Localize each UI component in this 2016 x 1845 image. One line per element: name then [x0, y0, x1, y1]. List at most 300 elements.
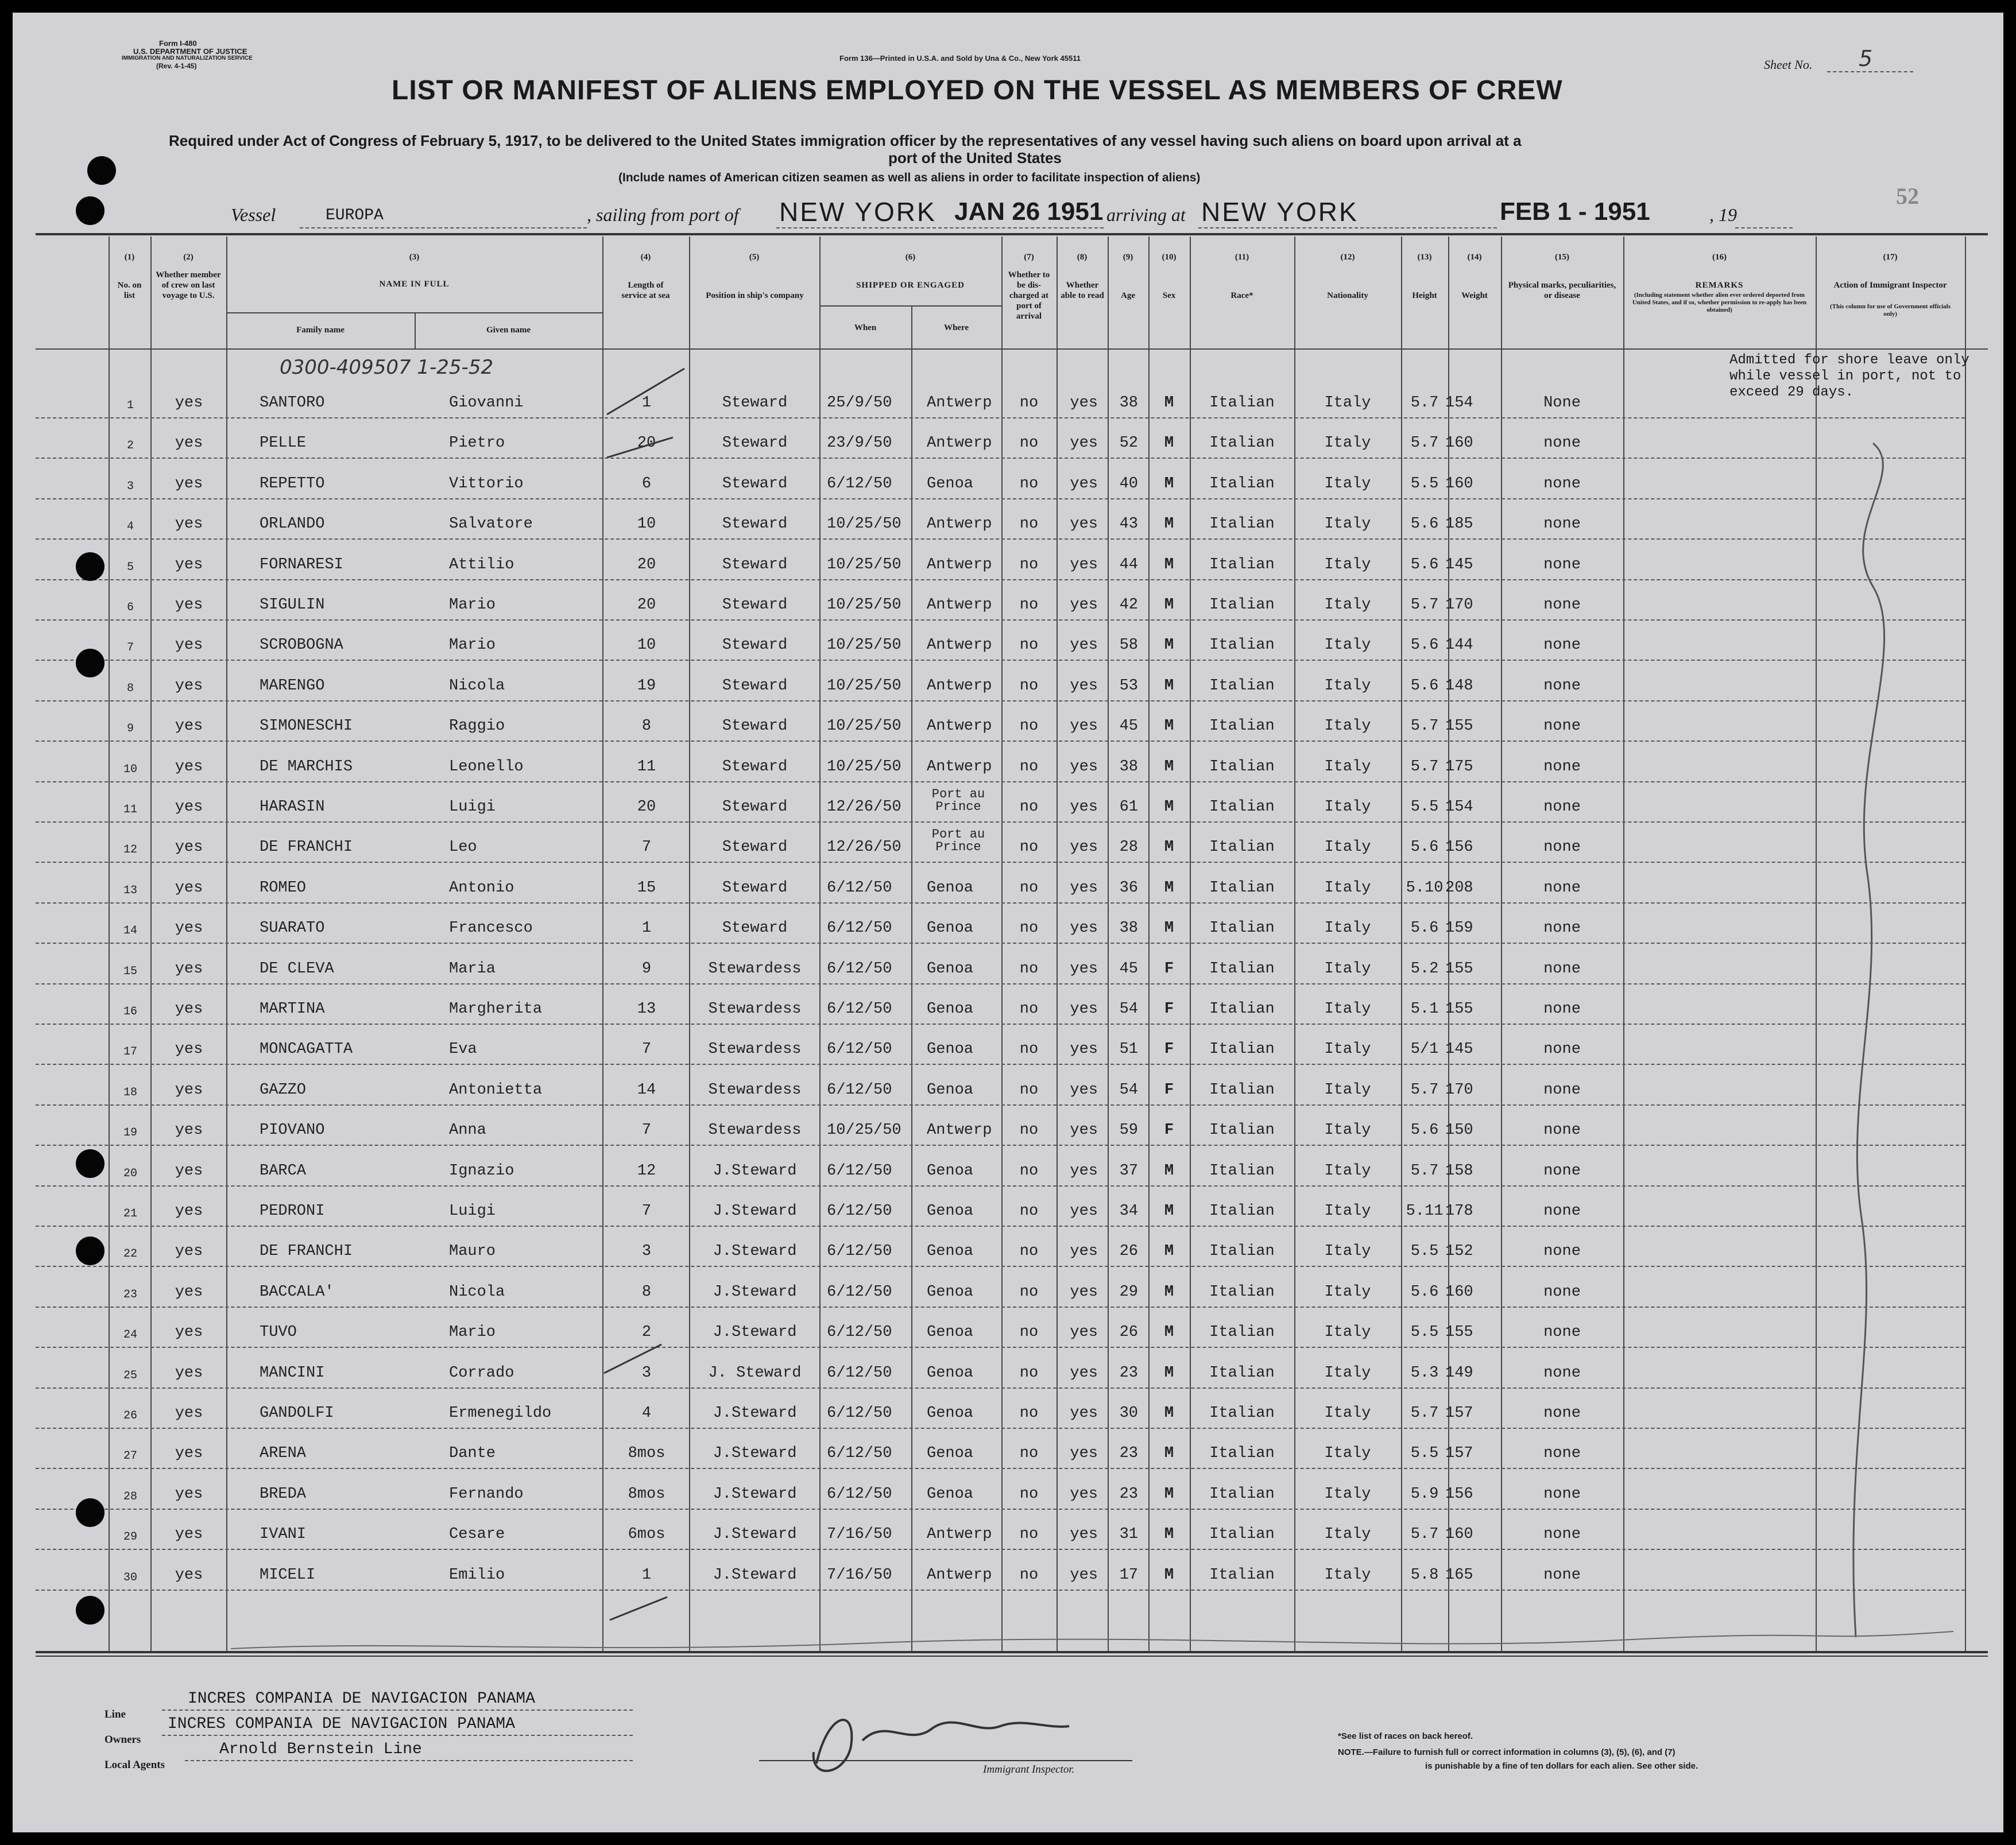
- agents-label: Local Agents: [105, 1759, 165, 1771]
- row-27-crew: yes: [175, 1445, 203, 1463]
- row-10-family: DE MARCHIS: [260, 758, 353, 776]
- row-14-age: 38: [1119, 920, 1138, 937]
- row-1-nationality: Italy: [1324, 394, 1371, 412]
- row-29-where: Antwerp: [927, 1526, 992, 1544]
- row-13-age: 36: [1119, 879, 1138, 897]
- row-9-where: Antwerp: [927, 718, 992, 735]
- agents-underline: [185, 1760, 633, 1761]
- row-11-when: 12/26/50: [827, 799, 901, 816]
- row-12-discharged: no: [1019, 839, 1039, 856]
- col-num-2: (2): [183, 253, 194, 262]
- row-18-race: Italian: [1209, 1081, 1275, 1099]
- col-head-height: Height: [1412, 291, 1437, 300]
- row-24-discharged: no: [1019, 1324, 1039, 1342]
- row-14-when: 6/12/50: [827, 920, 892, 937]
- row-2-when: 23/9/50: [827, 435, 892, 452]
- row-11-crew: yes: [175, 799, 203, 816]
- row-4-race: Italian: [1209, 515, 1275, 533]
- service-name: IMMIGRATION AND NATURALIZATION SERVICE: [122, 55, 253, 61]
- row-12-family: DE FRANCHI: [260, 839, 353, 856]
- row-17-service: 7: [641, 1041, 652, 1059]
- row-11-read: yes: [1070, 799, 1098, 816]
- row-16-family: MARTINA: [260, 1001, 325, 1018]
- row-22-family: DE FRANCHI: [260, 1243, 353, 1261]
- row-29-marks: none: [1543, 1526, 1581, 1544]
- row-1-weight: 154: [1445, 394, 1473, 412]
- row-6-when: 10/25/50: [827, 596, 901, 614]
- row-21-weight: 178: [1445, 1203, 1473, 1220]
- row-6-position: Steward: [722, 596, 788, 614]
- remarks-line-2: while vessel in port, not to: [1729, 369, 1961, 384]
- row-13-position: Steward: [722, 879, 788, 897]
- row-13-when: 6/12/50: [827, 879, 892, 897]
- row-14-race: Italian: [1209, 920, 1275, 937]
- row-29-position: J.Steward: [713, 1526, 797, 1544]
- row-29-service: 6mos: [628, 1526, 665, 1544]
- row-29-race: Italian: [1209, 1526, 1275, 1544]
- row-22-when: 6/12/50: [827, 1243, 892, 1261]
- row-18-family: GAZZO: [260, 1081, 307, 1099]
- row-4-height: 5.6: [1410, 515, 1439, 533]
- row-30-race: Italian: [1209, 1566, 1275, 1584]
- row-30-discharged: no: [1019, 1566, 1039, 1584]
- year-label: , 19: [1709, 204, 1737, 225]
- row-23-no: 23: [123, 1288, 137, 1301]
- row-7-weight: 144: [1445, 637, 1473, 654]
- department-name: U.S. DEPARTMENT OF JUSTICE: [133, 47, 247, 56]
- row-11-weight: 154: [1445, 799, 1473, 816]
- footnote-penalty-1: NOTE.—Failure to furnish full or correct information in columns (3), (5), (6), and (7): [1338, 1747, 1676, 1757]
- printer-note: Form 136—Printed in U.S.A. and Sold by Una & Co., New York 45511: [839, 54, 1081, 63]
- row-10-sex: M: [1164, 758, 1174, 776]
- row-19-race: Italian: [1209, 1122, 1275, 1139]
- row-25-when: 6/12/50: [827, 1364, 892, 1382]
- col-head-read: Whether able to read: [1061, 281, 1104, 300]
- line-underline: [162, 1710, 633, 1711]
- row-9-family: SIMONESCHI: [260, 718, 353, 735]
- row-5-where: Antwerp: [927, 556, 992, 573]
- row-26-discharged: no: [1019, 1405, 1039, 1422]
- row-30-when: 7/16/50: [827, 1566, 892, 1584]
- row-8-when: 10/25/50: [827, 677, 901, 695]
- row-26-given: Ermenegildo: [449, 1405, 552, 1422]
- row-24-crew: yes: [175, 1324, 203, 1342]
- row-30-sex: M: [1164, 1566, 1174, 1584]
- row-14-crew: yes: [175, 920, 203, 937]
- row-2-discharged: no: [1019, 435, 1039, 452]
- row-18-marks: none: [1543, 1081, 1581, 1099]
- row-17-height: 5/1: [1410, 1041, 1439, 1059]
- row-23-marks: none: [1543, 1283, 1581, 1301]
- row-8-crew: yes: [175, 677, 203, 695]
- row-3-race: Italian: [1209, 475, 1275, 493]
- row-28-family: BREDA: [260, 1485, 307, 1503]
- row-16-marks: none: [1543, 1001, 1581, 1018]
- row-11-family: HARASIN: [260, 799, 325, 816]
- row-29-sex: M: [1164, 1526, 1174, 1544]
- row-25-where: Genoa: [927, 1364, 974, 1382]
- row-30-no: 30: [123, 1571, 137, 1584]
- row-1-race: Italian: [1209, 394, 1275, 412]
- row-3-when: 6/12/50: [827, 475, 892, 493]
- row-30-age: 17: [1119, 1566, 1138, 1584]
- row-8-marks: none: [1543, 677, 1581, 695]
- row-5-age: 44: [1119, 556, 1138, 573]
- row-21-height: 5.11: [1406, 1203, 1444, 1220]
- row-14-given: Francesco: [449, 920, 533, 937]
- row-24-service-stroke: [604, 1344, 661, 1373]
- row-9-sex: M: [1164, 718, 1174, 735]
- row-4-position: Steward: [722, 515, 788, 533]
- row-10-age: 38: [1119, 758, 1138, 776]
- row-6-weight: 170: [1445, 596, 1473, 614]
- row-22-discharged: no: [1019, 1243, 1039, 1261]
- binder-hole-1: [87, 156, 116, 185]
- row-3-crew: yes: [175, 475, 203, 493]
- row-24-given: Mario: [449, 1324, 496, 1342]
- row-15-given: Maria: [449, 960, 496, 978]
- row-17-where: Genoa: [927, 1041, 974, 1059]
- row-5-height: 5.6: [1410, 556, 1439, 573]
- footnote-races: *See list of races on back hereof.: [1338, 1731, 1473, 1741]
- binder-hole-4: [76, 649, 105, 677]
- row-25-family: MANCINI: [260, 1364, 325, 1382]
- row-18-discharged: no: [1019, 1081, 1039, 1099]
- row-6-read: yes: [1070, 596, 1098, 614]
- row-4-sex: M: [1164, 515, 1174, 533]
- row-30-service: 1: [641, 1566, 652, 1584]
- row-17-race: Italian: [1209, 1041, 1275, 1059]
- remarks-line-1: Admitted for shore leave only: [1729, 352, 1969, 368]
- row-2-given: Pietro: [449, 435, 505, 452]
- row-19-discharged: no: [1019, 1122, 1039, 1139]
- row-1-where: Antwerp: [927, 394, 992, 412]
- row-4-discharged: no: [1019, 515, 1039, 533]
- col-num-16: (16): [1712, 253, 1727, 262]
- col-head-service: Length of service at sea: [621, 281, 670, 300]
- row-8-height: 5.6: [1410, 677, 1439, 695]
- row-16-when: 6/12/50: [827, 1001, 892, 1018]
- row-22-height: 5.5: [1410, 1243, 1439, 1261]
- row-23-race: Italian: [1209, 1283, 1275, 1301]
- row-8-where: Antwerp: [927, 677, 992, 695]
- row-26-no: 26: [123, 1409, 137, 1422]
- row-13-discharged: no: [1019, 879, 1039, 897]
- form-number: Form I-480: [159, 39, 197, 48]
- row-19-marks: none: [1543, 1122, 1581, 1139]
- row-17-nationality: Italy: [1324, 1041, 1371, 1059]
- sheet-number-label: Sheet No.: [1764, 57, 1813, 72]
- row-27-read: yes: [1070, 1445, 1098, 1463]
- row-19-age: 59: [1119, 1122, 1138, 1139]
- row-1-read: yes: [1070, 394, 1098, 412]
- row-25-sex: M: [1164, 1364, 1174, 1382]
- col-head-marks: Physical marks, peculiarities, or disease: [1508, 281, 1616, 300]
- signature-line: [759, 1760, 1132, 1761]
- row-4-weight: 185: [1445, 515, 1473, 533]
- row-24-read: yes: [1070, 1324, 1098, 1342]
- row-12-no: 12: [123, 843, 137, 857]
- row-15-height: 5.2: [1410, 960, 1439, 978]
- document-subtitle-3: (Include names of American citizen seamen as well as aliens in order to facilitate inspection of aliens): [618, 171, 1201, 184]
- row-10-service: 11: [637, 758, 656, 776]
- owners-underline: [162, 1735, 633, 1736]
- row-8-sex: M: [1164, 677, 1174, 695]
- row-4-where: Antwerp: [927, 515, 992, 533]
- row-17-given: Eva: [449, 1041, 477, 1059]
- row-7-marks: none: [1543, 637, 1581, 654]
- row-4-age: 43: [1119, 515, 1138, 533]
- row-26-position: J.Steward: [713, 1405, 797, 1422]
- row-22-no: 22: [123, 1247, 137, 1261]
- row-27-service: 8mos: [628, 1445, 665, 1463]
- row-6-no: 6: [126, 601, 134, 614]
- row-28-when: 6/12/50: [827, 1485, 892, 1503]
- row-12-age: 28: [1119, 839, 1138, 856]
- row-29-age: 31: [1119, 1526, 1138, 1544]
- row-29-given: Cesare: [449, 1526, 505, 1544]
- row-2-sex: M: [1164, 435, 1174, 452]
- row-27-weight: 157: [1445, 1445, 1473, 1463]
- row-25-height: 5.3: [1410, 1364, 1439, 1382]
- row-26-sex: M: [1164, 1405, 1174, 1422]
- row-14-discharged: no: [1019, 920, 1039, 937]
- row-9-crew: yes: [175, 718, 203, 735]
- row-28-marks: none: [1543, 1485, 1581, 1503]
- row-6-marks: none: [1543, 596, 1581, 614]
- row-7-sex: M: [1164, 637, 1174, 654]
- row-27-marks: none: [1543, 1445, 1581, 1463]
- row-22-marks: none: [1543, 1243, 1581, 1261]
- row-17-when: 6/12/50: [827, 1041, 892, 1059]
- row-28-service: 8mos: [628, 1485, 665, 1503]
- row-20-age: 37: [1119, 1162, 1138, 1180]
- row-20-crew: yes: [175, 1162, 203, 1180]
- row-11-position: Steward: [722, 799, 788, 816]
- row-2-service: 20: [637, 435, 656, 452]
- manifest-sheet: [13, 13, 2003, 1832]
- row-26-race: Italian: [1209, 1405, 1275, 1422]
- col-head-remarks: REMARKS: [1695, 281, 1744, 290]
- row-2-weight: 160: [1445, 435, 1473, 452]
- row-5-discharged: no: [1019, 556, 1039, 573]
- row-10-no: 10: [123, 762, 137, 776]
- col-head-name: NAME IN FULL: [379, 280, 450, 289]
- row-7-family: SCROBOGNA: [260, 637, 343, 654]
- row-13-no: 13: [123, 883, 137, 897]
- row-8-service: 19: [637, 677, 656, 695]
- row-30-where: Antwerp: [927, 1566, 992, 1584]
- row-23-nationality: Italy: [1324, 1283, 1371, 1301]
- row-20-height: 5.7: [1410, 1162, 1439, 1180]
- col-num-15: (15): [1555, 253, 1569, 262]
- row-6-family: SIGULIN: [260, 596, 325, 614]
- row-11-height: 5.5: [1410, 799, 1439, 816]
- row-23-family: BACCALA': [260, 1283, 334, 1301]
- row-6-race: Italian: [1209, 596, 1275, 614]
- row-23-service: 8: [641, 1283, 652, 1301]
- action-column-wavy-line: [1854, 443, 1885, 1637]
- document-subtitle-1: Required under Act of Congress of February 5, 1917, to be delivered to the United States immigration officer by the representatives of any vessel having such aliens on board upon arrival at a: [169, 132, 1522, 149]
- row-6-given: Mario: [449, 596, 496, 614]
- row-23-discharged: no: [1019, 1283, 1039, 1301]
- row-15-nationality: Italy: [1324, 960, 1371, 978]
- row-27-where: Genoa: [927, 1445, 974, 1463]
- row-18-crew: yes: [175, 1081, 203, 1099]
- row-29-crew: yes: [175, 1526, 203, 1544]
- row-29-read: yes: [1070, 1526, 1098, 1544]
- binder-hole-5: [76, 1149, 105, 1178]
- row-23-when: 6/12/50: [827, 1283, 892, 1301]
- file-number-note: 0300-409507 1-25-52: [280, 356, 494, 379]
- row-5-weight: 145: [1445, 556, 1473, 573]
- row-4-nationality: Italy: [1324, 515, 1371, 533]
- row-15-sex: F: [1164, 960, 1174, 978]
- row-1-age: 38: [1119, 394, 1138, 412]
- row-2-crew: yes: [175, 435, 203, 452]
- row-9-age: 45: [1119, 718, 1138, 735]
- row-10-height: 5.7: [1410, 758, 1439, 776]
- row-2-race: Italian: [1209, 435, 1275, 452]
- sailing-label: , sailing from port of: [587, 204, 739, 225]
- row-3-family: REPETTO: [260, 475, 325, 493]
- row-15-service: 9: [641, 960, 652, 978]
- row-30-family: MICELI: [260, 1566, 316, 1584]
- row-12-service: 7: [641, 839, 652, 856]
- row-11-where: Port au Prince: [931, 787, 985, 814]
- binder-hole-8: [76, 1596, 105, 1625]
- row-18-age: 54: [1119, 1081, 1138, 1099]
- row-29-family: IVANI: [260, 1526, 307, 1544]
- arriving-label: arriving at: [1106, 204, 1186, 225]
- col-num-17: (17): [1883, 253, 1898, 262]
- col-num-8: (8): [1077, 253, 1088, 262]
- row-16-height: 5.1: [1410, 1001, 1439, 1018]
- row-28-crew: yes: [175, 1485, 203, 1503]
- row-4-family: ORLANDO: [260, 515, 325, 533]
- col-head-where: Where: [943, 323, 969, 332]
- row-6-age: 42: [1119, 596, 1138, 614]
- row-25-position: J. Steward: [708, 1364, 802, 1382]
- row-1-crew: yes: [175, 394, 203, 412]
- row-28-discharged: no: [1019, 1485, 1039, 1503]
- row-1-given: Giovanni: [449, 394, 524, 412]
- row-22-crew: yes: [175, 1243, 203, 1261]
- row-4-service: 10: [637, 515, 656, 533]
- row-4-marks: none: [1543, 515, 1581, 533]
- col-head-action: Action of Immigrant Inspector: [1833, 281, 1947, 290]
- row-17-age: 51: [1119, 1041, 1138, 1059]
- row-25-race: Italian: [1209, 1364, 1275, 1382]
- row-24-service: 2: [641, 1324, 652, 1342]
- row-8-read: yes: [1070, 677, 1098, 695]
- row-26-family: GANDOLFI: [260, 1405, 334, 1422]
- col-num-5: (5): [749, 253, 760, 262]
- arriving-port: NEW YORK: [1201, 197, 1359, 227]
- row-27-discharged: no: [1019, 1445, 1039, 1463]
- row-10-discharged: no: [1019, 758, 1039, 776]
- row-10-nationality: Italy: [1324, 758, 1371, 776]
- row-21-read: yes: [1070, 1203, 1098, 1220]
- row-28-sex: M: [1164, 1485, 1174, 1503]
- row-16-crew: yes: [175, 1001, 203, 1018]
- row-4-when: 10/25/50: [827, 515, 901, 533]
- row-21-nationality: Italy: [1324, 1203, 1371, 1220]
- row-1-no: 1: [126, 399, 134, 412]
- owners-value: INCRES COMPANIA DE NAVIGACION PANAMA: [168, 1715, 515, 1733]
- row-7-nationality: Italy: [1324, 637, 1371, 654]
- col-head-shipped: SHIPPED OR ENGAGED: [856, 281, 965, 290]
- row-18-weight: 170: [1445, 1081, 1473, 1099]
- row-13-read: yes: [1070, 879, 1098, 897]
- row-15-when: 6/12/50: [827, 960, 892, 978]
- row-3-weight: 160: [1445, 475, 1473, 493]
- row-22-position: J.Steward: [713, 1243, 797, 1261]
- row-19-service: 7: [641, 1122, 652, 1139]
- row-22-service: 3: [641, 1243, 652, 1261]
- col-num-1: (1): [124, 253, 135, 262]
- col-head-action-note: (This column for use of Government officials only): [1829, 303, 1951, 317]
- row-6-crew: yes: [175, 596, 203, 614]
- row-6-discharged: no: [1019, 596, 1039, 614]
- row-5-sex: M: [1164, 556, 1174, 573]
- row-18-when: 6/12/50: [827, 1081, 892, 1099]
- binder-hole-2: [76, 196, 105, 225]
- row-5-race: Italian: [1209, 556, 1275, 573]
- col-head-nationality: Nationality: [1327, 291, 1368, 300]
- col-head-given: Given name: [486, 325, 531, 335]
- row-11-race: Italian: [1209, 799, 1275, 816]
- row-23-weight: 160: [1445, 1283, 1473, 1301]
- row-13-weight: 208: [1445, 879, 1473, 897]
- row-15-discharged: no: [1019, 960, 1039, 978]
- row-9-race: Italian: [1209, 718, 1275, 735]
- row-14-family: SUARATO: [260, 920, 325, 937]
- row-12-sex: M: [1164, 839, 1174, 856]
- row-17-sex: F: [1164, 1041, 1174, 1059]
- row-30-marks: none: [1543, 1566, 1581, 1584]
- row-1-service: 1: [641, 394, 652, 412]
- row-7-where: Antwerp: [927, 637, 992, 654]
- row-21-where: Genoa: [927, 1203, 974, 1220]
- row-21-when: 6/12/50: [827, 1203, 892, 1220]
- row-19-nationality: Italy: [1324, 1122, 1371, 1139]
- row-9-weight: 155: [1445, 718, 1473, 735]
- row-3-age: 40: [1119, 475, 1138, 493]
- row-25-age: 23: [1119, 1364, 1138, 1382]
- row-15-no: 15: [123, 964, 137, 978]
- row-10-position: Steward: [722, 758, 788, 776]
- row-2-read: yes: [1070, 435, 1098, 452]
- row-22-given: Mauro: [449, 1243, 496, 1261]
- row-29-weight: 160: [1445, 1526, 1473, 1544]
- row-20-marks: none: [1543, 1162, 1581, 1180]
- row-5-marks: none: [1543, 556, 1581, 573]
- row-4-no: 4: [126, 520, 134, 534]
- row-27-no: 27: [123, 1449, 137, 1463]
- row-25-given: Corrado: [449, 1364, 514, 1382]
- row-8-age: 53: [1119, 677, 1138, 695]
- row-9-read: yes: [1070, 718, 1098, 735]
- row-7-age: 58: [1119, 637, 1138, 654]
- row-2-marks: none: [1543, 435, 1581, 452]
- row-11-nationality: Italy: [1324, 799, 1371, 816]
- row-24-family: TUVO: [260, 1324, 297, 1342]
- row-25-marks: none: [1543, 1364, 1581, 1382]
- page-stamp: 52: [1896, 183, 1919, 209]
- row-19-sex: F: [1164, 1122, 1174, 1139]
- row-10-given: Leonello: [449, 758, 524, 776]
